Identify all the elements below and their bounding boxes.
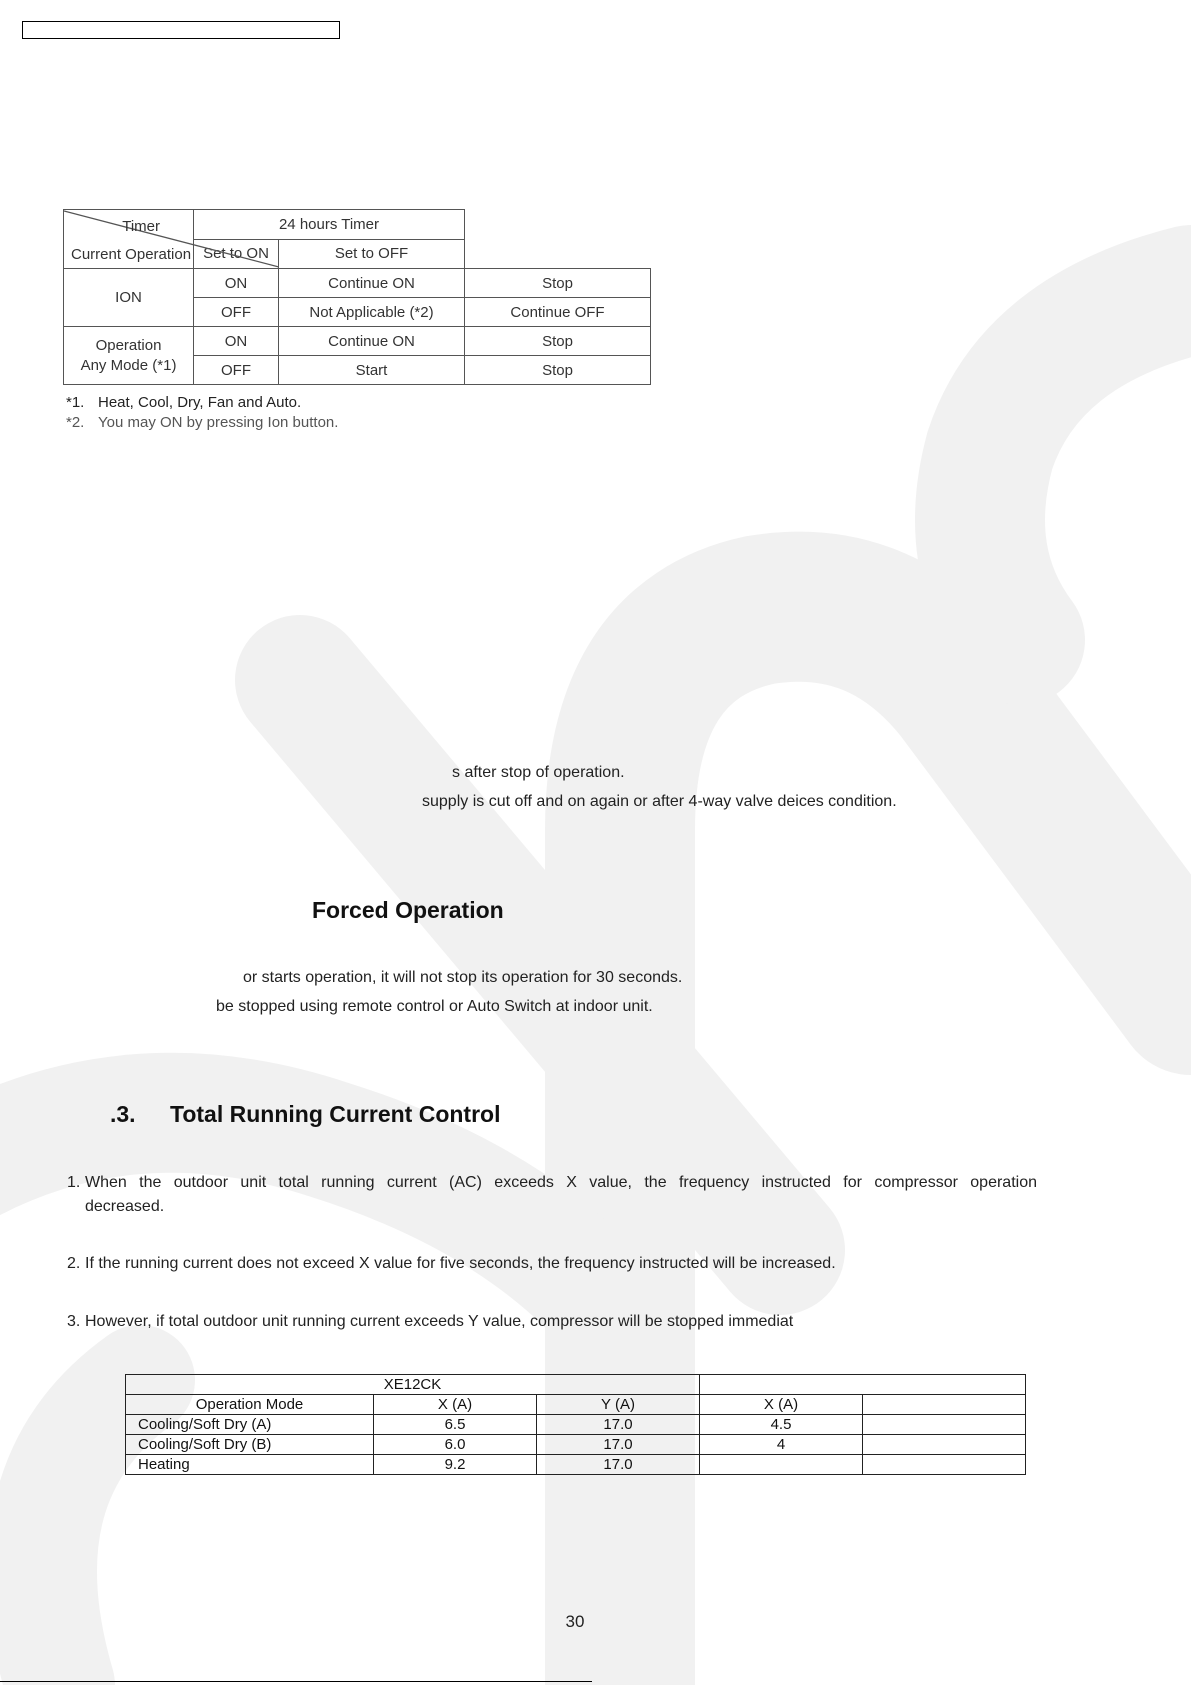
- row-off: Stop: [465, 356, 651, 385]
- paragraph-3: [67, 1310, 1037, 1334]
- row-off: Stop: [465, 327, 651, 356]
- section-title: Total Running Current Control: [170, 1101, 501, 1127]
- paragraph-2: [67, 1252, 1037, 1276]
- paragraph-line: If the running current does not exceed X value for five seconds, the frequency instructed will be increased.: [85, 1255, 836, 1272]
- section-number: .3.: [110, 1101, 136, 1127]
- col-header: [863, 1395, 1026, 1415]
- cell: [863, 1415, 1026, 1435]
- footer-rule: [0, 1681, 592, 1682]
- row-state: ON: [194, 327, 279, 356]
- cell: [700, 1455, 863, 1475]
- cell: 4: [700, 1435, 863, 1455]
- cell: 17.0: [537, 1455, 700, 1475]
- row-state: ON: [194, 269, 279, 298]
- col-header: X (A): [374, 1395, 537, 1415]
- cell: [863, 1455, 1026, 1475]
- cell: Cooling/Soft Dry (B): [126, 1435, 374, 1455]
- model-header: XE12CK: [126, 1375, 700, 1395]
- row-on: Not Applicable (*2): [279, 298, 465, 327]
- page-number: 30: [565, 1612, 585, 1631]
- paragraph-line: However, if total outdoor unit running current exceeds Y value, compressor will be stopped immediat: [85, 1313, 794, 1330]
- delay-line-1: s after stop of operation.: [452, 764, 625, 781]
- row-on: Continue ON: [279, 269, 465, 298]
- forced-operation-heading: Forced Operation: [312, 897, 504, 923]
- row-on: Continue ON: [279, 327, 465, 356]
- timer-table-corner: [64, 210, 194, 269]
- group-operation: [64, 327, 194, 385]
- col-header: Y (A): [537, 1395, 700, 1415]
- paragraph-line: decreased.: [85, 1198, 165, 1215]
- cell: [863, 1435, 1026, 1455]
- table-row: [126, 1435, 1026, 1455]
- footnote-num: *2.: [66, 414, 85, 431]
- header-box: [22, 21, 340, 39]
- header-current-operation: Current Operation: [71, 246, 192, 263]
- cell: Cooling/Soft Dry (A): [126, 1415, 374, 1435]
- row-off: Stop: [465, 269, 651, 298]
- row-off: Continue OFF: [465, 298, 651, 327]
- group-ion: ION: [64, 269, 194, 327]
- footnote-2: [66, 414, 338, 431]
- footnote-text: Heat, Cool, Dry, Fan and Auto.: [98, 394, 302, 411]
- row-on: Start: [279, 356, 465, 385]
- current-table: [125, 1374, 1026, 1475]
- cell: 9.2: [374, 1455, 537, 1475]
- forced-line-2: be stopped using remote control or Auto Switch at indoor unit.: [216, 998, 653, 1015]
- cell: 6.0: [374, 1435, 537, 1455]
- paragraph-num: 1.: [67, 1174, 81, 1191]
- cell: 6.5: [374, 1415, 537, 1435]
- table-row: [126, 1455, 1026, 1475]
- footnote-text: You may ON by pressing Ion button.: [98, 414, 339, 431]
- group-operation-line1: Operation: [95, 336, 162, 354]
- header-24h-timer: 24 hours Timer: [194, 210, 465, 240]
- timer-table: [63, 209, 651, 385]
- paragraph-num: 3.: [67, 1313, 81, 1330]
- footnote-1: [66, 394, 301, 411]
- cell: 17.0: [537, 1435, 700, 1455]
- col-header: Operation Mode: [126, 1395, 374, 1415]
- cell: 4.5: [700, 1415, 863, 1435]
- row-state: OFF: [194, 298, 279, 327]
- delay-line-2: supply is cut off and on again or after 4-way valve deices condition.: [422, 793, 897, 810]
- paragraph-num: 2.: [67, 1255, 81, 1272]
- row-state: OFF: [194, 356, 279, 385]
- col-set-on: Set to ON: [194, 239, 279, 269]
- group-operation-line2: Any Mode (*1): [80, 356, 177, 374]
- cell: Heating: [126, 1455, 374, 1475]
- col-set-off: Set to OFF: [279, 239, 465, 269]
- forced-line-1: or starts operation, it will not stop its operation for 30 seconds.: [243, 969, 683, 986]
- footnote-num: *1.: [66, 394, 85, 411]
- paragraph-1: [67, 1171, 1037, 1219]
- paragraph-line: When the outdoor unit total running current (AC) exceeds X value, the frequency instructed for compressor operation: [85, 1174, 1037, 1191]
- model-header-empty: [700, 1375, 1026, 1395]
- col-header: X (A): [700, 1395, 863, 1415]
- table-row: [126, 1415, 1026, 1435]
- cell: 17.0: [537, 1415, 700, 1435]
- header-timer: Timer: [122, 218, 160, 235]
